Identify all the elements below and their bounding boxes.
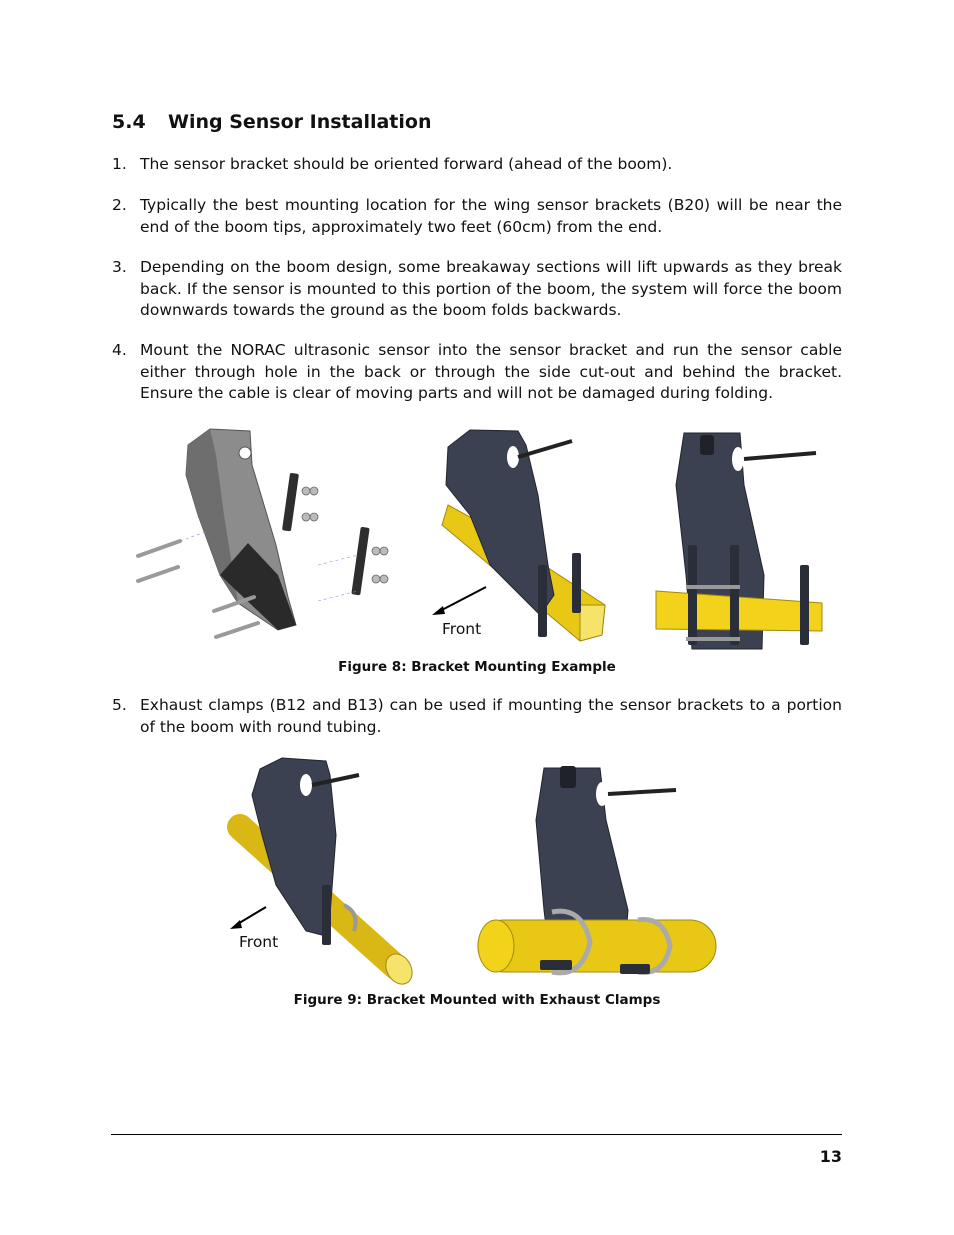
- page-number: 13: [819, 1147, 842, 1166]
- step-number: 1.: [112, 155, 127, 173]
- figure-9-caption: Figure 9: Bracket Mounted with Exhaust Clamps: [293, 992, 661, 1008]
- list-item: [112, 257, 842, 322]
- front-arrow-icon: [430, 585, 490, 617]
- section-heading: [112, 111, 432, 133]
- step-text: Depending on the boom design, some breakaway sections will lift upwards as they break back. If the sensor is mounted to this portion of the boom, the system will force the boom downwards towards the ground as the boom folds backwards.: [140, 258, 842, 319]
- section-number: 5.4: [112, 111, 146, 133]
- step-number: 5.: [112, 696, 127, 714]
- step-text: The sensor bracket should be oriented forward (ahead of the boom).: [140, 155, 673, 173]
- front-label: Front: [442, 620, 482, 638]
- step-text: Exhaust clamps (B12 and B13) can be used if mounting the sensor brackets to a portion of the boom with round tubing.: [140, 696, 842, 736]
- front-label: Front: [239, 933, 279, 951]
- list-item: [112, 154, 842, 176]
- footer-rule: [111, 1134, 842, 1135]
- step-number: 2.: [112, 196, 127, 214]
- step-number: 4.: [112, 341, 127, 359]
- front-arrow-icon: [228, 905, 270, 931]
- section-title: Wing Sensor Installation: [168, 111, 432, 133]
- step-text: Typically the best mounting location for the wing sensor brackets (B20) will be near the end of the boom tips, approximately two feet (60cm) from the end.: [140, 196, 842, 236]
- exploded-bracket-image: [128, 425, 398, 650]
- list-item: [112, 195, 842, 238]
- list-item: [112, 340, 842, 405]
- step-number: 3.: [112, 258, 127, 276]
- figure-8-caption: Figure 8: Bracket Mounting Example: [338, 659, 616, 675]
- bracket-rear-view-image: [652, 425, 827, 650]
- bracket-clamps-rear-image: [470, 760, 722, 985]
- list-item: [112, 695, 842, 738]
- step-text: Mount the NORAC ultrasonic sensor into the sensor bracket and run the sensor cable either through hole in the back or through the side cut-out and behind the bracket. Ensure the cable is clear of moving parts and will not be damaged during folding.: [140, 341, 842, 402]
